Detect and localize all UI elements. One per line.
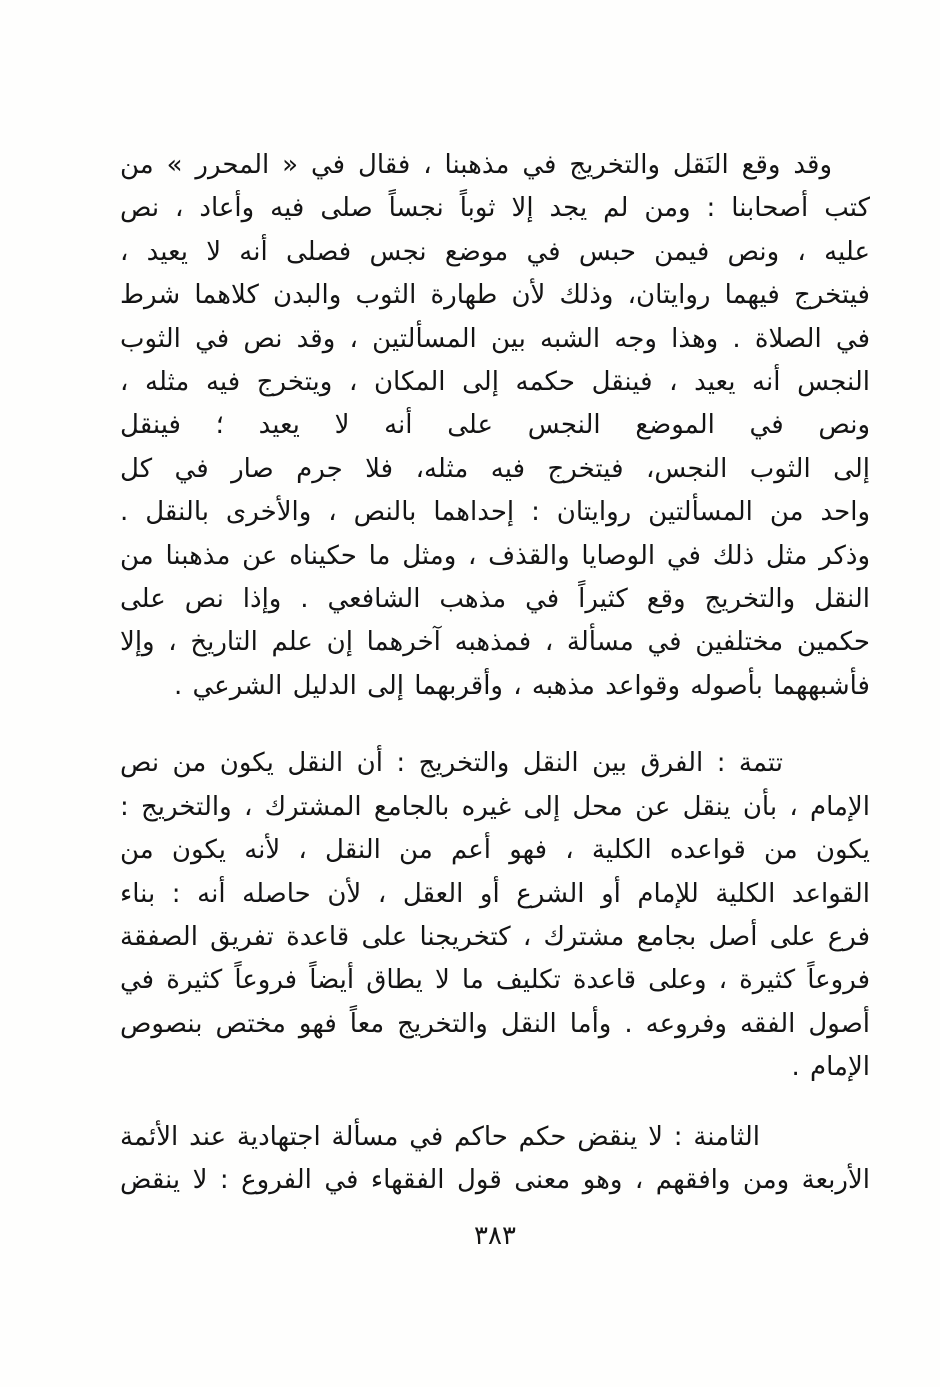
paragraph [120,144,870,708]
text-line: في الصلاة . وهذا وجه الشبه بين المسألتين ، وقد نص في الثوب [120,323,870,354]
text-line: كتب أصحابنا : ومن لم يجد إلا ثوباً نجساً صلى فيه وأعاد ، نص [120,193,870,224]
text-line: عليه ، ونص فيمن حبس في موضع نجس فصلى أنه لا يعيد ، [120,236,870,267]
text-line: حكمين مختلفين في مسألة ، فمذهبه آخرهما إن علم التاريخ ، وإلا [120,627,870,658]
text-line: الإمام . [791,1052,870,1083]
text-line: النجس أنه يعيد ، فينقل حكمه إلى المكان ، ويتخرج فيه مثله ، [120,367,870,398]
paragraph [120,742,870,1089]
text-line: وقد وقع النَقل والتخريج في مذهبنا ، فقال في « المحرر » من [120,150,832,180]
paragraph [120,1116,870,1203]
text-line: ونص في الموضع النجس على أنه لا يعيد ؛ فينقل [120,410,870,441]
text-line: أصول الفقه وفروعه . وأما النقل والتخريج معاً فهو مختص بنصوص [120,1008,870,1039]
text-line: القواعد الكلية للإمام أو الشرع أو العقل ، لأن حاصله أنه : بناء [120,878,870,909]
text-block [120,144,870,1202]
text-line: وذكر مثل ذلك في الوصايا والقذف ، ومثل ما حكيناه عن مذهبنا من [120,540,870,571]
text-line: الإمام ، بأن ينقل عن محل إلى غيره بالجامع المشترك ، والتخريج : [120,791,870,822]
text-line: واحد من المسألتين روايتان : إحداهما بالنص ، والأخرى بالنقل . [120,497,870,528]
text-line: الثامنة : لا ينقض حكم حاكم في مسألة اجتهادية عند الأئمة [120,1121,760,1152]
text-line: الأربعة ومن وافقهم ، وهو معنى قول الفقهاء في الفروع : لا ينقض [120,1164,870,1195]
text-line: يكون من قواعده الكلية ، فهو أعم من النقل ، لأنه يكون من [120,835,870,866]
text-line: فرع على أصل بجامع مشترك ، كتخريجنا على قاعدة تفريق الصفقة [120,921,870,952]
text-line: فأشبههما بأصوله وقواعد مذهبه ، وأقربهما إلى الدليل الشرعي . [173,670,870,701]
text-line: فيتخرج فيهما روايتان، وذلك لأن طهارة الثوب والبدن كلاهما شرط [120,280,870,311]
text-line: إلى الثوب النجس، فيتخرج فيه مثله، فلا جرم صار في كل [120,453,870,484]
text-line: النقل والتخريج وقع كثيراً في مذهب الشافعي . وإذا نص على [120,584,870,615]
text-line: فروعاً كثيرة ، وعلى قاعدة تكليف ما لا يطاق أيضاً فروعاً كثيرة في [120,965,870,996]
text-line: تتمة : الفرق بين النقل والتخريج : أن النقل يكون من نص [120,748,783,779]
page-number: ٣٨٣ [474,1221,516,1251]
